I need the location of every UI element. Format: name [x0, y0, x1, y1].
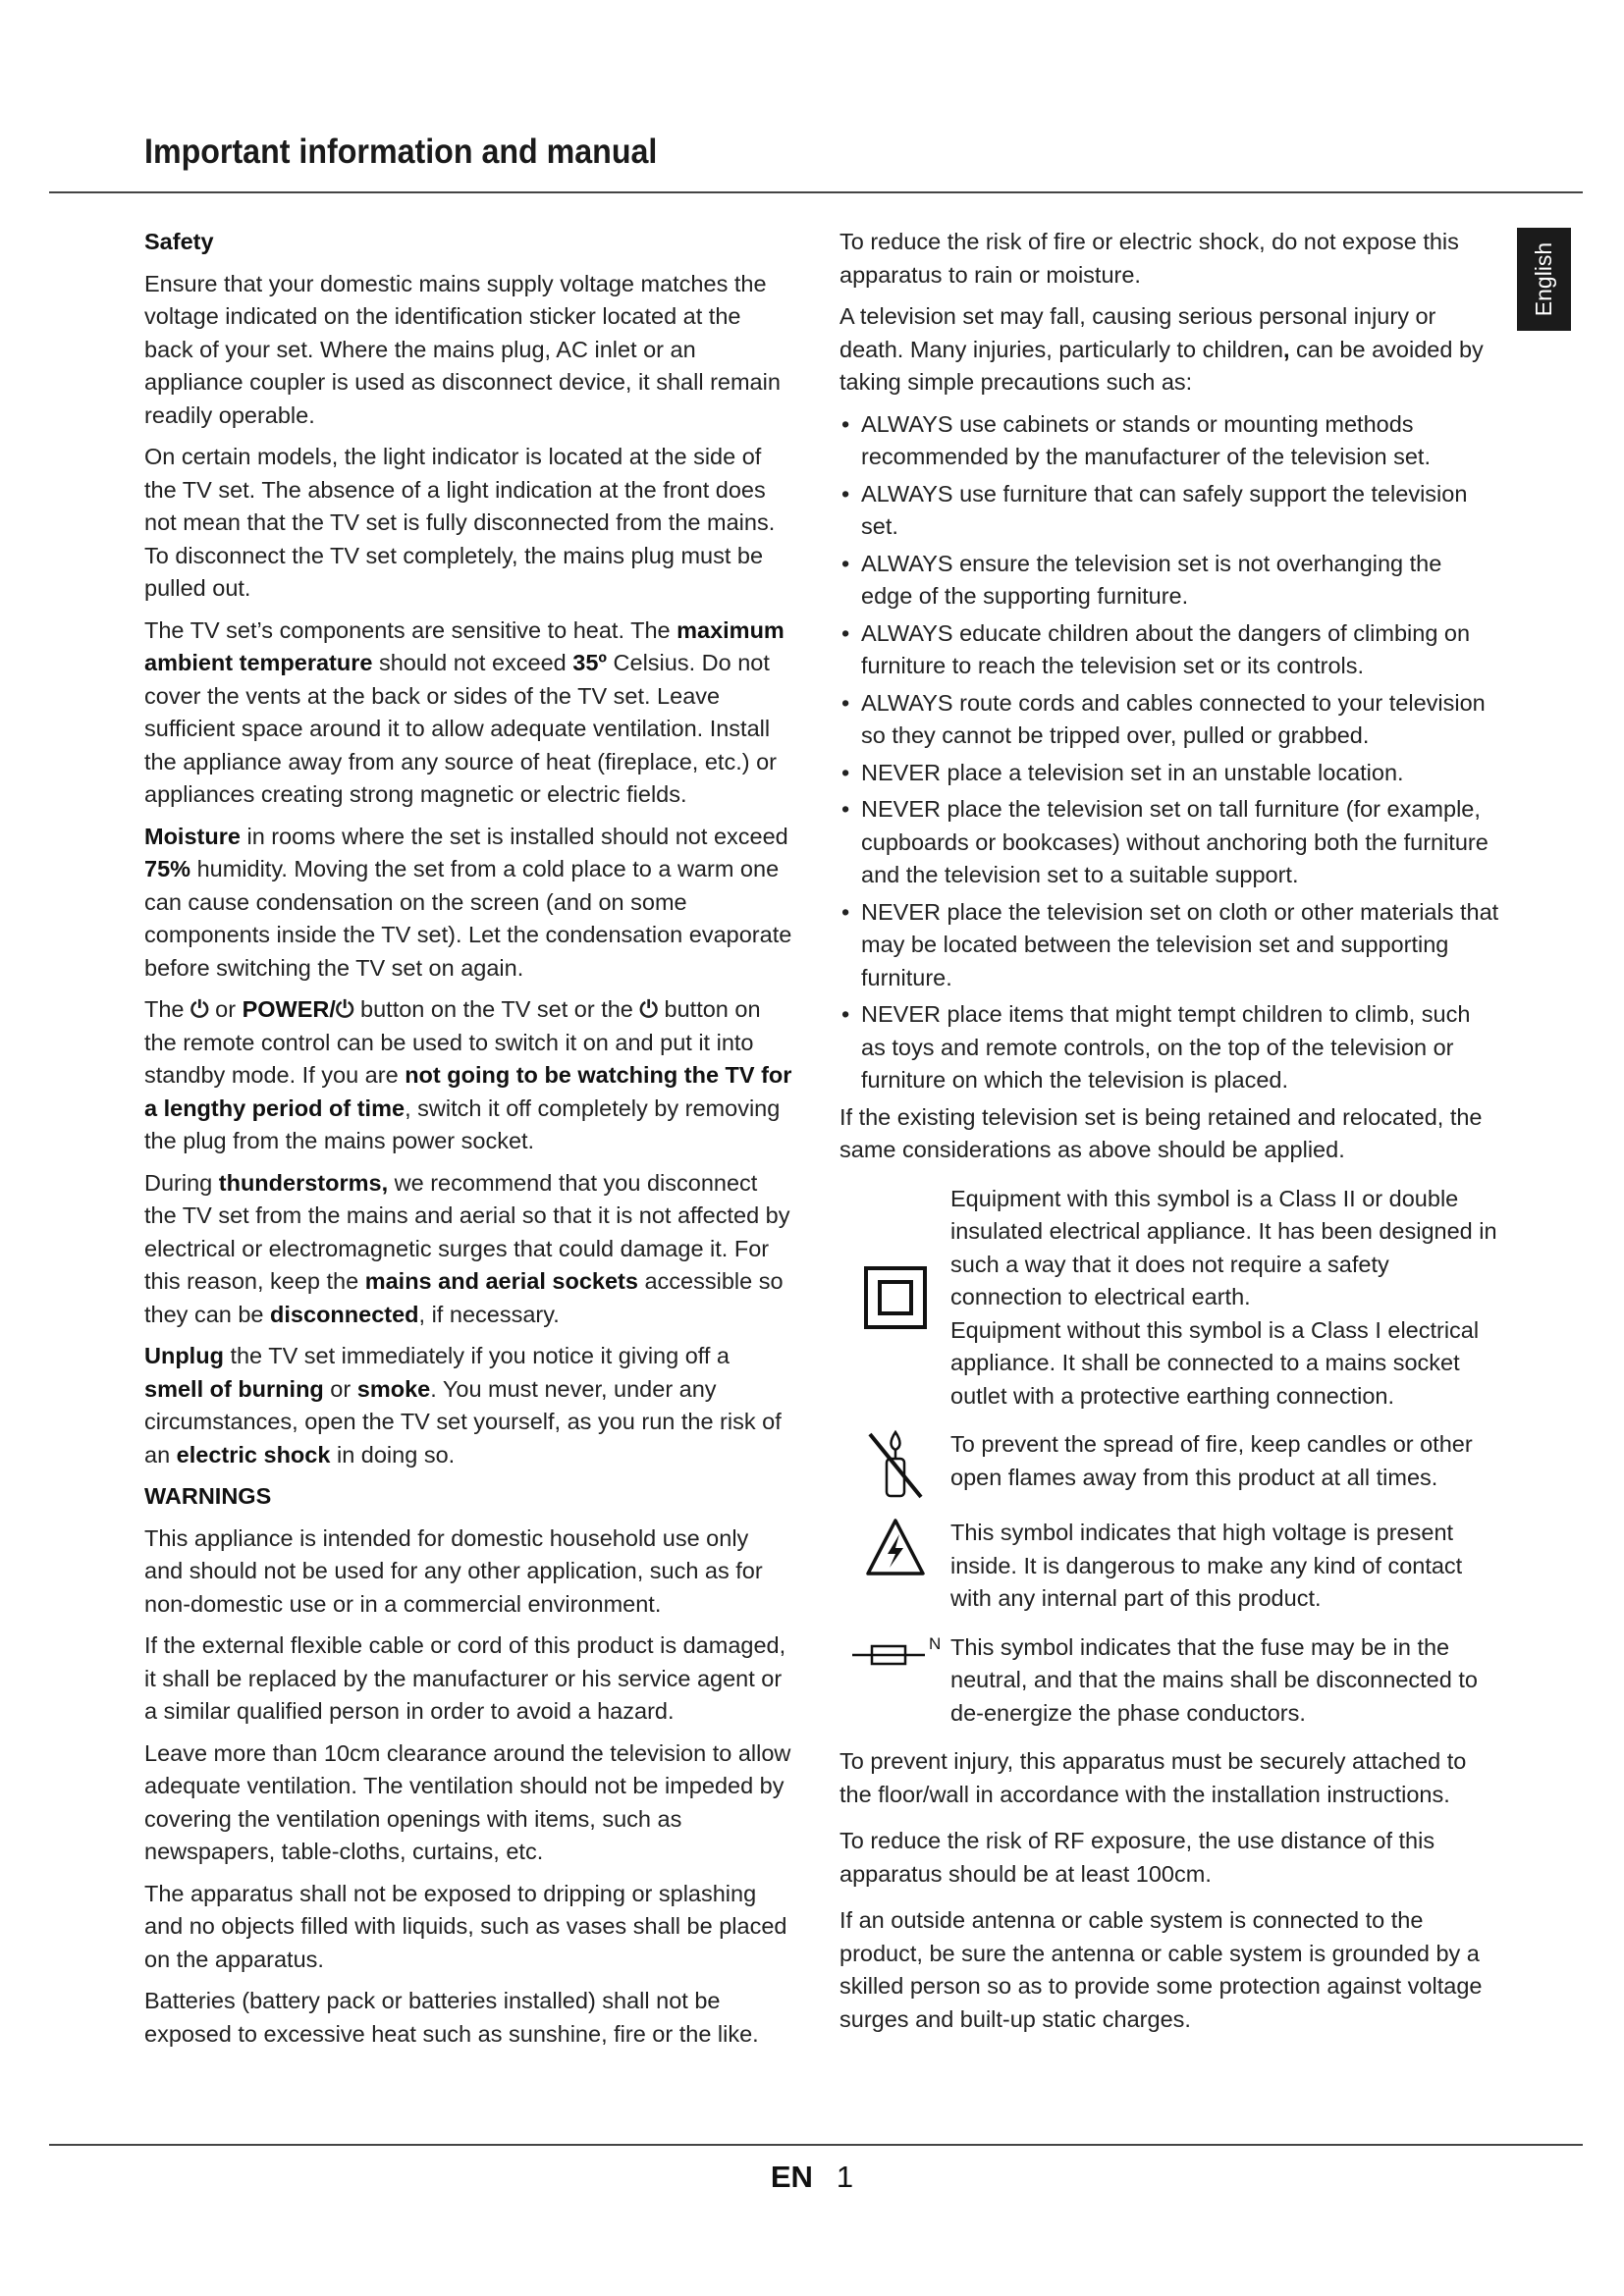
text-run: button on the remote control can be used to switch it on and put it into standby mode. If you are: [144, 996, 761, 1088]
high-voltage-text: This symbol indicates that high voltage is present inside. It is dangerous to make any kind of contact with any internal part of this product.: [950, 1520, 1463, 1611]
power-icon: ⏻: [335, 996, 354, 1022]
list-item: • ALWAYS route cords and cables connected to your television so they cannot be tripped over, pulled or grabbed.: [839, 687, 1499, 753]
safety-heading: Safety: [144, 229, 214, 254]
language-tab-label: English: [1531, 241, 1556, 317]
text-run: Celsius. Do not cover the vents at the back or sides of the TV set. Leave sufficient space around it to allow adequate ventilation. Install the appliance away from any source of heat (fireplace, etc.) or appliances creating strong magnetic or electric fields.: [144, 650, 777, 807]
power-icon: ⏻: [639, 996, 658, 1022]
bold-run: thunderstorms,: [218, 1169, 389, 1196]
page-footer: [0, 2160, 1624, 2195]
class-ii-symbol-row: [839, 1183, 1499, 1414]
text-run: . You must never, under any circumstances, open the TV set yourself, as you run the risk of an: [144, 1375, 782, 1468]
bold-run: ,: [1282, 336, 1290, 362]
safety-paragraph-heat: [144, 614, 792, 812]
bold-run: mains and aerial sockets: [364, 1268, 638, 1294]
tip-over-paragraph: [839, 300, 1499, 400]
text-run: , switch it off completely by removing the plug from the mains power socket.: [144, 1095, 781, 1153]
safety-paragraph-voltage: Ensure that your domestic mains supply voltage matches the voltage indicated on the identification sticker located at the back of your set. Where the mains plug, AC inlet or an appliance coupler is used as disconnect device, it shall remain readily operable.: [144, 270, 781, 428]
power-icon: ⏻: [190, 996, 209, 1022]
safety-paragraph-indicator: On certain models, the light indicator is located at the side of the TV set. The absence of a light indication at the front does not mean that the TV set is fully disconnected from the mains. To disconnect the TV set completely, the mains plug must be pulled out.: [144, 444, 776, 601]
list-item: • NEVER place a television set in an unstable location.: [839, 757, 1499, 790]
top-divider: [49, 191, 1583, 193]
page-title: Important information and manual: [144, 133, 658, 171]
page-number: 1: [836, 2160, 854, 2194]
high-voltage-symbol-row: [839, 1517, 1499, 1616]
warning-batteries: Batteries (battery pack or batteries installed) shall not be exposed to excessive heat such as sunshine, fire or the like.: [144, 1988, 759, 2047]
text-run: in doing so.: [330, 1441, 456, 1468]
bold-run: smoke: [356, 1375, 431, 1402]
bold-run: smell of burning: [144, 1375, 324, 1402]
no-candle-icon: [839, 1428, 950, 1501]
text-run: The TV set’s components are sensitive to heat. The: [144, 616, 677, 643]
bold-run: 75%: [144, 856, 191, 881]
text-run: accessible so they can be: [144, 1268, 784, 1327]
antenna-paragraph: If an outside antenna or cable system is connected to the product, be sure the antenna or cable system is grounded by a skilled person so as to provide some protection against voltage surges and built-up static charges.: [839, 1907, 1483, 2032]
warning-dripping: The apparatus shall not be exposed to dripping or splashing and no objects filled with liquids, such as vases shall be placed on the apparatus.: [144, 1880, 787, 1972]
text-run: or: [208, 996, 243, 1022]
fuse-icon: [839, 1631, 950, 1671]
class-ii-text: Equipment with this symbol is a Class II or double insulated electrical appliance. It has been designed in such a way that it does not require a safety connection to electrical earth.: [950, 1185, 1497, 1309]
bold-run: Unplug: [144, 1343, 224, 1368]
class-ii-icon: [839, 1265, 950, 1330]
safety-paragraph-thunderstorm: [144, 1167, 792, 1332]
text-run: should not exceed: [372, 650, 573, 675]
secure-attach-paragraph: To prevent injury, this apparatus must be securely attached to the floor/wall in accordance with the installation instructions.: [839, 1748, 1467, 1807]
safety-paragraph-moisture: [144, 821, 792, 986]
bold-run: not going to be watching the TV for a lengthy period of time: [144, 1062, 792, 1121]
bold-run: maximum ambient temperature: [144, 616, 785, 675]
list-item: • NEVER place the television set on cloth or other materials that may be located between the television set and supporting furniture.: [839, 896, 1499, 995]
fuse-symbol-row: [839, 1631, 1499, 1731]
fuse-letter: N: [928, 1633, 941, 1653]
text-run: we recommend that you disconnect the TV set from the mains and aerial so that it is not affected by electrical or electromagnetic surges that could damage it. For this reason, keep the: [144, 1169, 790, 1294]
text-run: can be avoided by taking simple precautions such as:: [839, 336, 1484, 395]
list-item: • NEVER place items that might tempt children to climb, such as toys and remote controls, on the top of the television or furniture on which the television is placed.: [839, 998, 1499, 1097]
text-run: , if necessary.: [418, 1301, 560, 1327]
warnings-heading: WARNINGS: [144, 1483, 272, 1509]
right-column: [839, 226, 1499, 2045]
bold-run: 35º: [572, 650, 607, 675]
safety-paragraph-unplug: [144, 1340, 792, 1471]
list-item: • ALWAYS ensure the television set is not overhanging the edge of the supporting furniture.: [839, 548, 1499, 614]
warning-cable: If the external flexible cable or cord of this product is damaged, it shall be replaced by the manufacturer or his service agent or a similar qualified person in order to avoid a hazard.: [144, 1632, 786, 1724]
text-run: The: [144, 996, 191, 1022]
list-item: • ALWAYS use cabinets or stands or mounting methods recommended by the manufacturer of the television set.: [839, 408, 1499, 474]
warning-domestic-use: This appliance is intended for domestic household use only and should not be used for any other application, such as for non-domestic use or in a commercial environment.: [144, 1524, 763, 1617]
text-run: button on the TV set or the: [353, 996, 640, 1022]
text-run: humidity. Moving the set from a cold place to a warm one can cause condensation on the screen (and on some components inside the TV set). Let the condensation evaporate before switching the TV set on again.: [144, 856, 792, 981]
bottom-divider: [49, 2144, 1583, 2146]
rf-exposure-paragraph: To reduce the risk of RF exposure, the use distance of this apparatus should be at least 100cm.: [839, 1828, 1435, 1887]
bold-run: disconnected: [270, 1301, 419, 1327]
bold-run: Moisture: [144, 823, 241, 849]
text-run: A television set may fall, causing serious personal injury or death. Many injuries, particularly to children: [839, 303, 1436, 362]
precaution-list: [839, 408, 1499, 1097]
rain-moisture-paragraph: To reduce the risk of fire or electric shock, do not expose this apparatus to rain or moisture.: [839, 229, 1459, 288]
relocation-paragraph: If the existing television set is being retained and relocated, the same considerations as above should be applied.: [839, 1103, 1483, 1162]
no-flame-text: To prevent the spread of fire, keep candles or other open flames away from this product at all times.: [950, 1431, 1473, 1490]
bold-run: POWER/: [242, 996, 336, 1022]
text-run: in rooms where the set is installed should not exceed: [240, 823, 788, 849]
footer-language-code: EN: [770, 2160, 813, 2194]
list-item: • ALWAYS educate children about the dangers of climbing on furniture to reach the television set or its controls.: [839, 617, 1499, 683]
no-flame-symbol-row: [839, 1428, 1499, 1501]
left-column: [144, 226, 792, 2059]
high-voltage-icon: [839, 1517, 950, 1577]
warning-clearance: Leave more than 10cm clearance around the television to allow adequate ventilation. The ventilation should not be impeded by covering the ventilation openings with items, such as newspapers, table-cloths, curtains, etc.: [144, 1739, 791, 1864]
language-tab: [1517, 228, 1571, 331]
list-item: • NEVER place the television set on tall furniture (for example, cupboards or bookcases) without anchoring both the furniture and the television set to a suitable support.: [839, 793, 1499, 892]
class-i-text: Equipment without this symbol is a Class I electrical appliance. It shall be connected to a mains socket outlet with a protective earthing connection.: [950, 1316, 1480, 1409]
bold-run: electric shock: [176, 1441, 331, 1468]
fuse-text: This symbol indicates that the fuse may be in the neutral, and that the mains shall be disconnected to de-energize the phase conductors.: [950, 1633, 1478, 1726]
text-run: the TV set immediately if you notice it giving off a: [223, 1343, 731, 1368]
text-run: During: [144, 1169, 219, 1196]
safety-paragraph-power: [144, 993, 792, 1158]
list-item: • ALWAYS use furniture that can safely support the television set.: [839, 478, 1499, 544]
text-run: or: [323, 1375, 357, 1402]
